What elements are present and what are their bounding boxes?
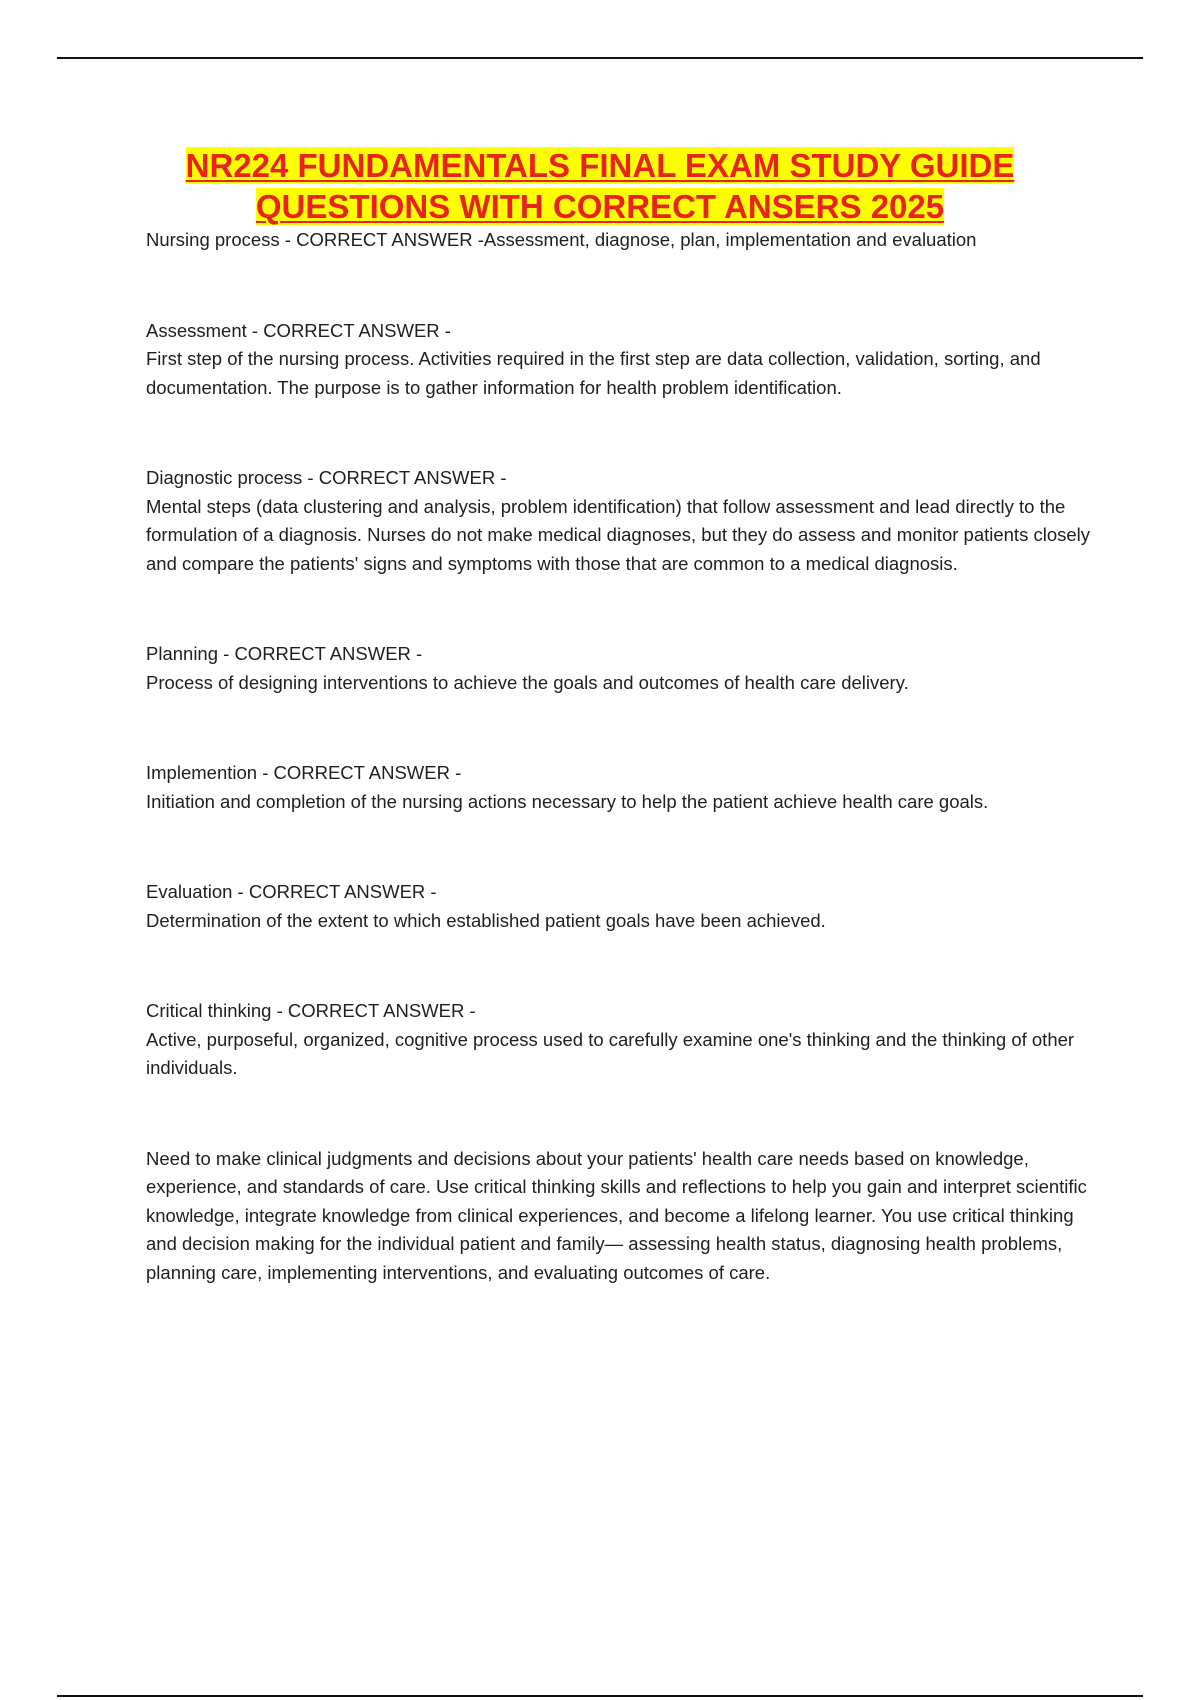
- bottom-rule: [57, 1695, 1143, 1697]
- qa-entry-assessment: [146, 317, 1091, 403]
- qa-entry-diagnostic-process: [146, 464, 1091, 578]
- entry-definition: Active, purposeful, organized, cognitive process used to carefully examine one's thinking and the thinking of other individuals.: [146, 1028, 1075, 1078]
- qa-entry-critical-thinking: [146, 997, 1091, 1083]
- qa-entry-evaluation: [146, 878, 1091, 935]
- entry-term: Critical thinking - CORRECT ANSWER -: [146, 1000, 476, 1021]
- qa-entry-planning: [146, 640, 1091, 697]
- study-guide-content: [146, 226, 1091, 1287]
- entry-term: Diagnostic process - CORRECT ANSWER -: [146, 467, 507, 488]
- entry-definition: Need to make clinical judgments and decisions about your patients' health care needs based on knowledge, experience, and standards of care. Use critical thinking skills and reflections to help you gain and interpret scientific knowledge, integrate knowledge from clinical experiences, and become a lifelong learner. You use critical thinking and decision making for the individual patient and family— assessing health status, diagnosing health problems, planning care, implementing interventions, and evaluating outcomes of care.: [146, 1147, 1087, 1283]
- entry-definition: Initiation and completion of the nursing actions necessary to help the patient achieve health care goals.: [146, 790, 989, 812]
- entry-definition: Determination of the extent to which established patient goals have been achieved.: [146, 909, 826, 931]
- entry-term: Implemention - CORRECT ANSWER -: [146, 762, 462, 783]
- entry-term: Nursing process - CORRECT ANSWER -Assessment, diagnose, plan, implementation and evaluation: [146, 229, 977, 250]
- entry-definition: Process of designing interventions to achieve the goals and outcomes of health care delivery.: [146, 671, 909, 693]
- title-line-2: QUESTIONS WITH CORRECT ANSERS 2025: [255, 188, 945, 225]
- entry-term: Evaluation - CORRECT ANSWER -: [146, 881, 437, 902]
- entry-definition: First step of the nursing process. Activities required in the first step are data collection, validation, sorting, and documentation. The purpose is to gather information for health problem identification.: [146, 348, 1041, 398]
- top-rule: [57, 57, 1143, 59]
- entry-term: Planning - CORRECT ANSWER -: [146, 643, 423, 664]
- entry-term: Assessment - CORRECT ANSWER -: [146, 319, 451, 341]
- qa-entry-implemention: [146, 759, 1091, 816]
- document-title: [100, 145, 1100, 227]
- qa-entry-nursing-process: [146, 226, 1091, 255]
- qa-entry-clinical-judgment: [146, 1145, 1091, 1288]
- title-line-1: NR224 FUNDAMENTALS FINAL EXAM STUDY GUIDE: [185, 147, 1015, 184]
- entry-definition: Mental steps (data clustering and analysis, problem identification) that follow assessment and lead directly to the formulation of a diagnosis. Nurses do not make medical diagnoses, but they do assess and monitor patients closely and compare the patients' signs and symptoms with those that are common to a medical diagnosis.: [146, 495, 1091, 574]
